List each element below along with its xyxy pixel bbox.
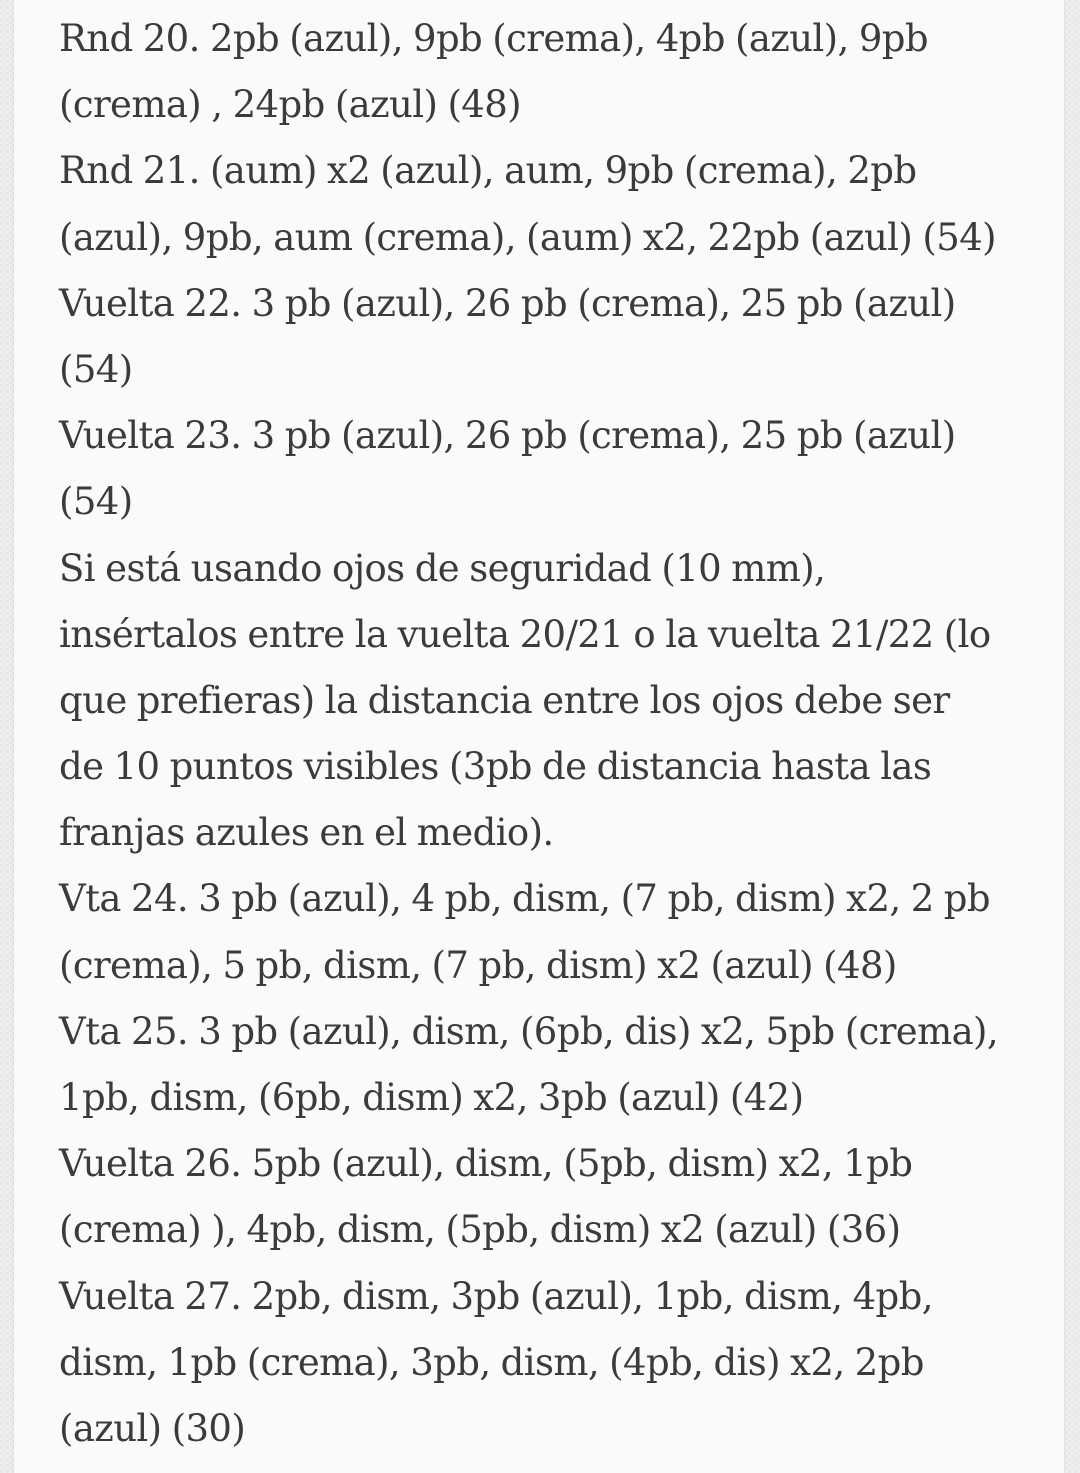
text-line: 1pb, dism, (6pb, dism) x2, 3pb (azul) (42) — [59, 1076, 804, 1119]
text-line: Rnd 20. 2pb (azul), 9pb (crema), 4pb (azul), 9pb — [59, 17, 928, 60]
text-line: que prefieras) la distancia entre los ojos debe ser — [59, 678, 950, 722]
text-line: Vta 24. 3 pb (azul), 4 pb, dism, (7 pb, dism) x2, 2 pb — [59, 877, 990, 921]
text-line: (azul) (30) — [59, 1406, 246, 1450]
text-line: Rnd 21. (aum) x2 (azul), aum, 9pb (crema), 2pb — [59, 149, 917, 193]
text-line: (crema), 5 pb, dism, (7 pb, dism) x2 (azul) (48) — [59, 943, 897, 987]
text-line: insértalos entre la vuelta 20/21 o la vuelta 21/22 (lo — [59, 612, 991, 656]
text-line: Si está usando ojos de seguridad (10 mm), — [59, 546, 826, 590]
text-line: franjas azules en el medio). — [59, 811, 554, 855]
pattern-instructions — [59, 6, 1059, 1462]
text-line: Vta 25. 3 pb (azul), dism, (6pb, dis) x2, 5pb (crema), — [59, 1009, 999, 1053]
text-line: Vuelta 22. 3 pb (azul), 26 pb (crema), 25 pb (azul) — [59, 281, 956, 325]
text-line: de 10 puntos visibles (3pb de distancia hasta las — [59, 745, 932, 789]
text-line: (azul), 9pb, aum (crema), (aum) x2, 22pb (azul) (54) — [59, 215, 996, 259]
text-line: Vuelta 27. 2pb, dism, 3pb (azul), 1pb, dism, 4pb, — [59, 1274, 933, 1318]
text-line: dism, 1pb (crema), 3pb, dism, (4pb, dis) x2, 2pb — [59, 1340, 924, 1384]
text-line: (54) — [59, 347, 133, 391]
text-line: Vuelta 23. 3 pb (azul), 26 pb (crema), 25 pb (azul) — [59, 414, 956, 458]
text-line: Vuelta 26. 5pb (azul), dism, (5pb, dism) x2, 1pb — [59, 1142, 913, 1186]
text-line: (crema) , 24pb (azul) (48) — [59, 83, 522, 127]
text-line: (crema) ), 4pb, dism, (5pb, dism) x2 (azul) (36) — [59, 1208, 901, 1252]
text-line: (54) — [59, 480, 133, 524]
